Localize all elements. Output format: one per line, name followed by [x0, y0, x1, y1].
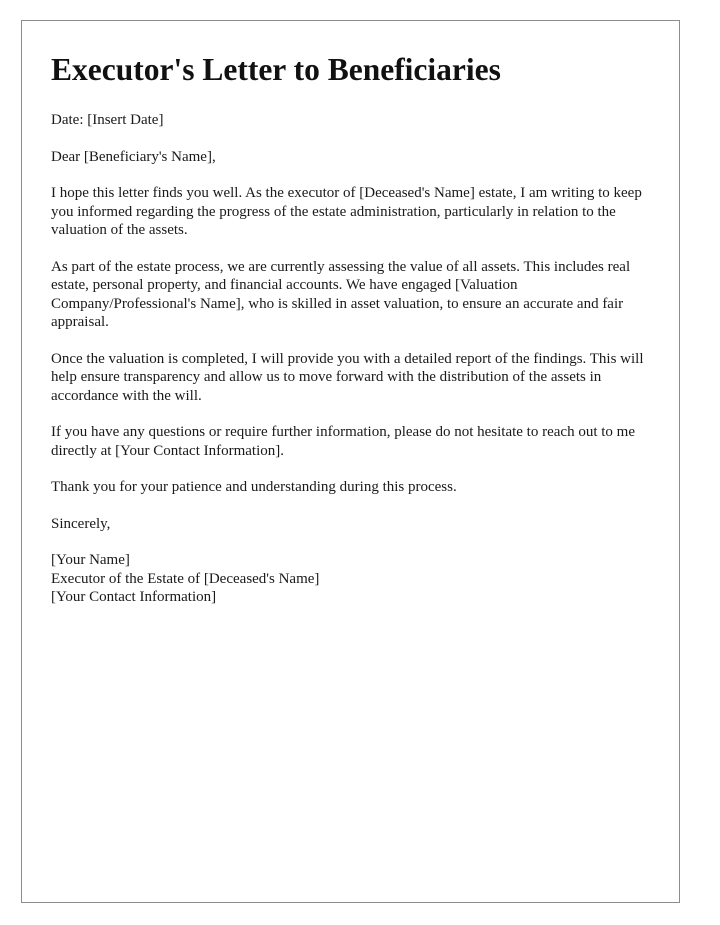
paragraph-valuation-process: As part of the estate process, we are currently assessing the value of all assets. This includes real estate, personal property, and financial accounts. We have engaged [Valuation Company/Professional's Name], who is skilled in asset valuation, to ensure an accurate and fair appraisal.	[51, 258, 631, 330]
signature-contact: [Your Contact Information]	[51, 589, 217, 605]
letter-title: Executor's Letter to Beneficiaries	[51, 52, 501, 87]
date-line: Date: [Insert Date]	[51, 112, 164, 128]
signature-block	[51, 551, 656, 607]
letter-content	[51, 51, 656, 625]
closing: Sincerely,	[51, 515, 111, 532]
salutation: Dear [Beneficiary's Name],	[51, 148, 216, 165]
paragraph-intro: I hope this letter finds you well. As the executor of [Deceased's Name] estate, I am writing to keep you informed regarding the progress of the estate administration, particularly in relation to the valuation of the assets.	[51, 185, 642, 238]
paragraph-report: Once the valuation is completed, I will provide you with a detailed report of the findings. This will help ensure transparency and allow us to move forward with the distribution of the assets in accordance with the will.	[51, 350, 644, 404]
signature-name: [Your Name]	[51, 552, 130, 568]
paragraph-questions: If you have any questions or require further information, please do not hesitate to reach out to me directly at [Your Contact Information].	[51, 424, 635, 459]
signature-role: Executor of the Estate of [Deceased's Name]	[51, 570, 320, 587]
paragraph-thanks: Thank you for your patience and understanding during this process.	[51, 479, 457, 495]
letter-page	[21, 20, 680, 903]
